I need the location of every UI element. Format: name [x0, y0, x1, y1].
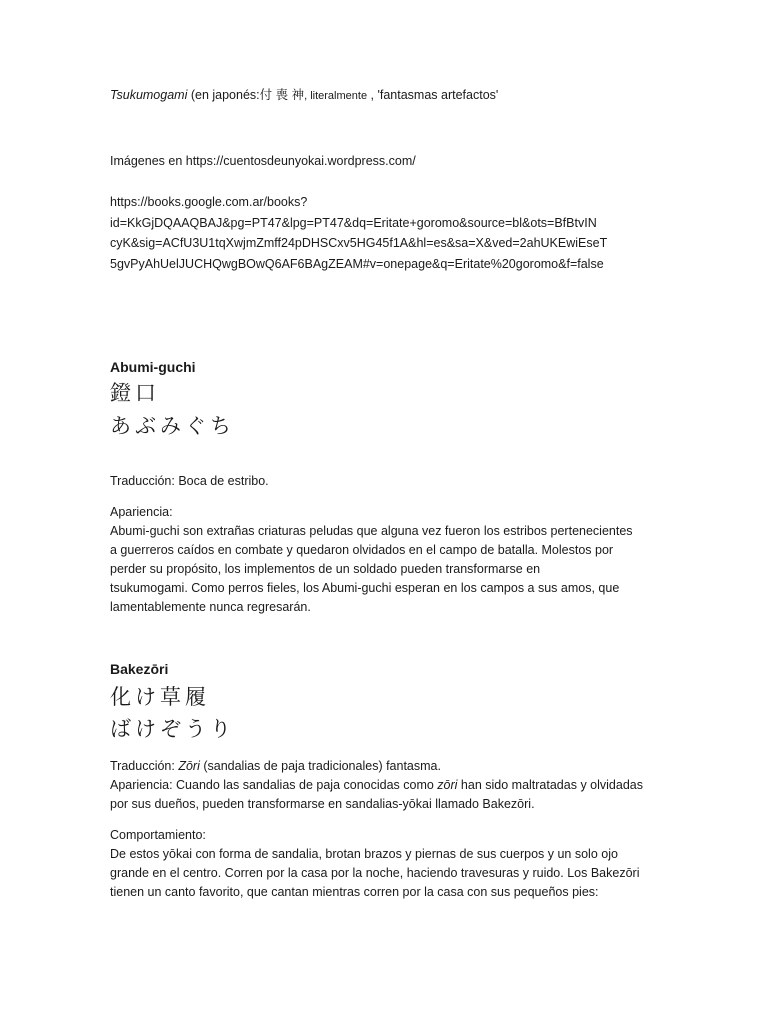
paragraph-line: perder su propósito, los implementos de un soldado pueden transformarse en — [110, 562, 541, 576]
entry-title-bakezori: Bakezōri — [110, 661, 169, 677]
translation-prefix: Traducción: — [110, 759, 179, 773]
entry-translation-bakezori — [110, 757, 670, 814]
appearance-line — [110, 776, 670, 795]
intro-term: Tsukumogami — [110, 88, 188, 102]
appearance-rest: han sido maltratadas y olvidadas — [457, 778, 643, 792]
entry-kana-bakezori: ばけぞうり — [110, 717, 235, 741]
intro-paren: (en japonés: — [187, 88, 260, 102]
google-books-url[interactable] — [110, 192, 670, 274]
url-line[interactable]: 5gvPyAhUelJUCHQwgBOwQ6AF6BAgZEAM#v=onepage&q=Eritate%20goromo&f=false — [110, 256, 604, 271]
appearance-prefix: Apariencia: Cuando las sandalias de paja conocidas como — [110, 778, 438, 792]
appearance-zori: zōri — [437, 778, 458, 792]
paragraph-line: grande en el centro. Corren por la casa por la noche, haciendo travesuras y ruido. Los Bakezōri — [110, 866, 640, 880]
url-line[interactable]: cyK&sig=ACfU3U1tqXwjmZmff24pDHSCxv5HG45f1A&hl=es&sa=X&ved=2ahUKEwiEseT — [110, 236, 608, 250]
entry-translation-abumi-guchi: Traducción: Boca de estribo. — [110, 474, 269, 488]
intro-line — [110, 86, 670, 106]
translation-line — [110, 757, 670, 776]
appearance-line: por sus dueños, pueden transformarse en sandalias-yōkai llamado Bakezōri. — [110, 797, 535, 811]
paragraph-line: tienen un canto favorito, que cantan mientras corren por la casa con sus pequeños pies: — [110, 885, 599, 899]
url-line[interactable]: id=KkGjDQAAQBAJ&pg=PT47&lpg=PT47&dq=Eritate+goromo&source=bl&ots=BfBtvIN — [110, 215, 597, 230]
entry-kana-abumi-guchi: あぶみぐち — [110, 414, 235, 438]
entry-title-abumi-guchi: Abumi-guchi — [110, 359, 196, 375]
translation-zori: Zōri — [178, 759, 200, 773]
images-source-line: Imágenes en https://cuentosdeunyokai.wordpress.com/ — [110, 154, 416, 168]
intro-literally: , literalmente — [304, 90, 368, 102]
entry-kanji-bakezori: 化け草履 — [110, 685, 210, 709]
intro-meaning: , 'fantasmas artefactos' — [367, 88, 499, 102]
entry-kanji-abumi-guchi: 鐙口 — [110, 381, 160, 405]
paragraph-line: De estos yōkai con forma de sandalia, brotan brazos y piernas de sus cuerpos y un solo ojo — [110, 847, 618, 861]
entry-behavior-label-bakezori: Comportamiento: — [110, 828, 206, 842]
entry-appearance-abumi-guchi — [110, 522, 670, 617]
paragraph-line: a guerreros caídos en combate y quedaron olvidados en el campo de batalla. Molestos por — [110, 543, 614, 557]
entry-appearance-label-abumi-guchi: Apariencia: — [110, 505, 173, 519]
url-line[interactable]: https://books.google.com.ar/books? — [110, 195, 308, 209]
paragraph-line: lamentablemente nunca regresarán. — [110, 600, 311, 614]
paragraph-line: Abumi-guchi son extrañas criaturas peludas que alguna vez fueron los estribos pertenecientes — [110, 524, 633, 538]
translation-rest: (sandalias de paja tradicionales) fantasma. — [199, 759, 441, 773]
paragraph-line: tsukumogami. Como perros fieles, los Abumi-guchi esperan en los campos a sus amos, que — [110, 581, 620, 595]
intro-kanji: 付 喪 神 — [259, 88, 305, 102]
entry-behavior-bakezori — [110, 845, 670, 902]
